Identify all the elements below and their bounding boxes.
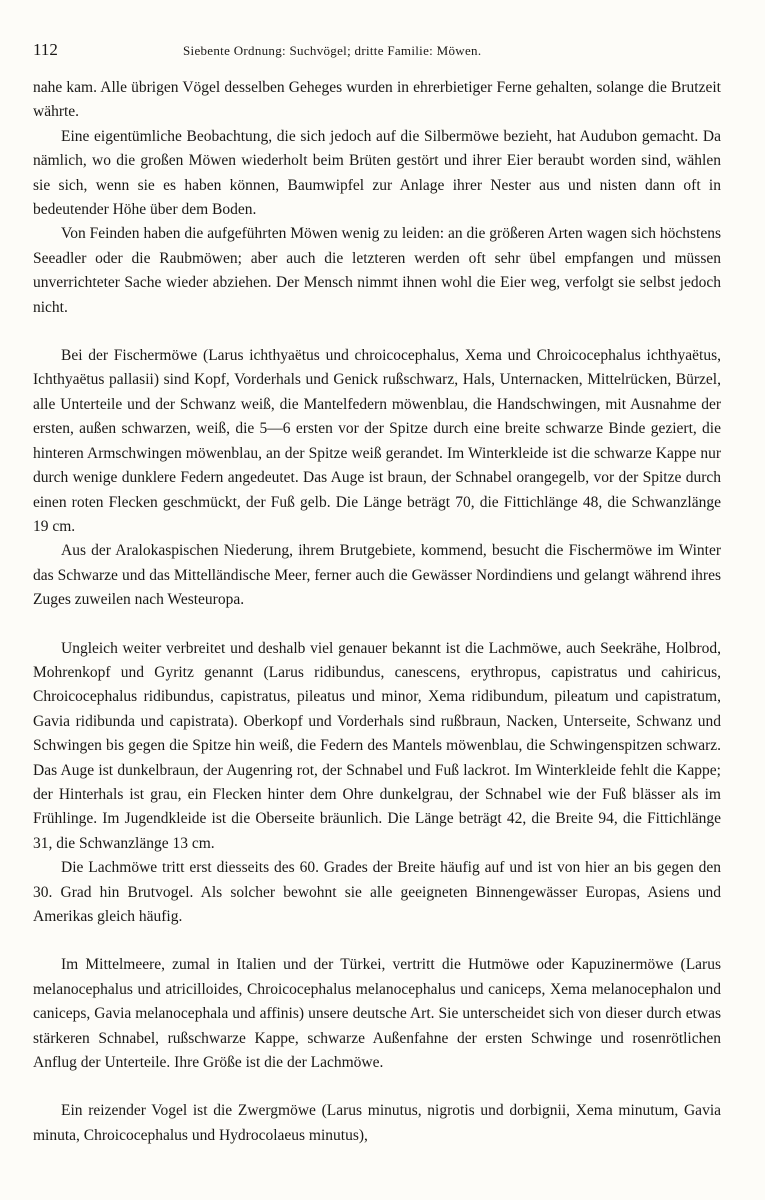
section-gap bbox=[33, 929, 721, 953]
paragraph-fischermoewe-description: Bei der Fischermöwe (Larus ichthyaëtus und chroicocephalus, Xema und Chroicocephalus ichthyaëtus, Ichthyaëtus pallasii) sind Kopf, Vorderhals und Genick rußschwarz, Hals, Unternacken, Mittelrücken, Bürzel, alle Unterteile und der Schwanz weiß, die Mantelfedern möwenblau, die Handschwingen, mit Ausnahme der ersten, außen schwarzen, weiß, die 5—6 ersten vor der Spitze durch eine breite schwarze Binde geziert, die hinteren Armschwingen möwenblau, an der Spitze weiß gerandet. Im Winterkleide ist die schwarze Kappe nur durch wenige dunklere Federn angedeutet. Das Auge ist braun, der Schnabel orangegelb, vor der Spitze durch einen roten Flecken geschmückt, der Fuß gelb. Die Länge beträgt 70, die Fittichlänge 48, die Schwanzlänge 19 cm. bbox=[33, 347, 721, 535]
section-gap bbox=[33, 1075, 721, 1099]
paragraph-audubon-observation: Eine eigentümliche Beobachtung, die sich jedoch auf die Silbermöwe bezieht, hat Audubon gemacht. Da nämlich, wo die großen Möwen wiederholt beim Brüten gestört und ihrer Eier beraubt worden sind, wählen sie sich, wenn sie es haben können, Baumwipfel zur Anlage ihrer Nester aus und nisten dann oft in bedeutender Höhe über dem Boden. bbox=[33, 127, 721, 219]
running-title: Siebente Ordnung: Suchvögel; dritte Familie: Möwen. bbox=[183, 43, 482, 58]
paragraph-zwergmoewe: Ein reizender Vogel ist die Zwergmöwe (Larus minutus, nigrotis und dorbignii, Xema minutum, Gavia minuta, Chroicocephalus und Hydrocolaeus minutus), bbox=[33, 1102, 721, 1144]
section-gap bbox=[33, 613, 721, 637]
paragraph-brutzeit: nahe kam. Alle übrigen Vögel desselben Geheges wurden in ehrerbietiger Ferne gehalten, solange die Brutzeit währte. bbox=[33, 79, 721, 121]
page-number: 112 bbox=[33, 40, 58, 59]
book-page bbox=[33, 40, 721, 1148]
paragraph-fischermoewe-range: Aus der Aralokaspischen Niederung, ihrem Brutgebiete, kommend, besucht die Fischermöwe im Winter das Schwarze und das Mittelländische Meer, ferner auch die Gewässer Nordindiens und gelangt während ihres Zuges zuweilen nach Westeuropa. bbox=[33, 542, 721, 609]
paragraph-feinde: Von Feinden haben die aufgeführten Möwen wenig zu leiden: an die größeren Arten wagen sich höchstens Seeadler oder die Raubmöwen; aber auch die letzteren werden oft sehr übel empfangen und müssen unverrichteter Sache wieder abziehen. Der Mensch nimmt ihnen wohl die Eier weg, verfolgt sie selbst jedoch nicht. bbox=[33, 225, 721, 316]
paragraph-lachmoewe-description: Ungleich weiter verbreitet und deshalb viel genauer bekannt ist die Lachmöwe, auch Seekrähe, Holbrod, Mohrenkopf und Gyritz genannt (Larus ridibundus, canescens, erythropus, capistratus und cahiricus, Chroicocephalus ridibundus, capistratus, pileatus und minor, Xema ridibundum, pileatum und capistratum, Gavia ridibunda und capistrata). Oberkopf und Vorderhals sind rußbraun, Nacken, Unterseite, Schwanz und Schwingen bis gegen die Spitze hin weiß, die Federn des Mantels möwenblau, die Schwingenspitzen schwarz. Das Auge ist dunkelbraun, der Augenring rot, der Schnabel und Fuß lackrot. Im Winterkleide fehlt die Kappe; der Hinterhals ist grau, ein Flecken hinter dem Ohre dunkelgrau, der Schnabel wie der Fuß blässer als im Frühlinge. Im Jugendkleide ist die Oberseite bräunlich. Die Länge beträgt 42, die Breite 94, die Fittichlänge 31, die Schwanzlänge 13 cm. bbox=[33, 639, 721, 852]
body-text bbox=[33, 76, 721, 1148]
running-head bbox=[33, 40, 721, 62]
paragraph-lachmoewe-range: Die Lachmöwe tritt erst diesseits des 60. Grades der Breite häufig auf und ist von hier an bis gegen den 30. Grad hin Brutvogel. Als solcher bewohnt sie alle geeigneten Binnengewässer Europas, Asiens und Amerikas gleich häufig. bbox=[33, 859, 721, 925]
section-gap bbox=[33, 320, 721, 344]
paragraph-hutmoewe: Im Mittelmeere, zumal in Italien und der Türkei, vertritt die Hutmöwe oder Kapuzinermöwe (Larus melanocephalus und atricilloides, Chroicocephalus melanocephalus und caniceps, Xema melanocephalon und caniceps, Gavia melanocephala und affinis) unsere deutsche Art. Sie unterscheidet sich von dieser durch etwas stärkeren Schnabel, rußschwarze Kappe, schwarze Außenfahne der ersten Schwinge und rosenrötlichen Anflug der Unterteile. Ihre Größe ist die der Lachmöwe. bbox=[33, 956, 721, 1072]
